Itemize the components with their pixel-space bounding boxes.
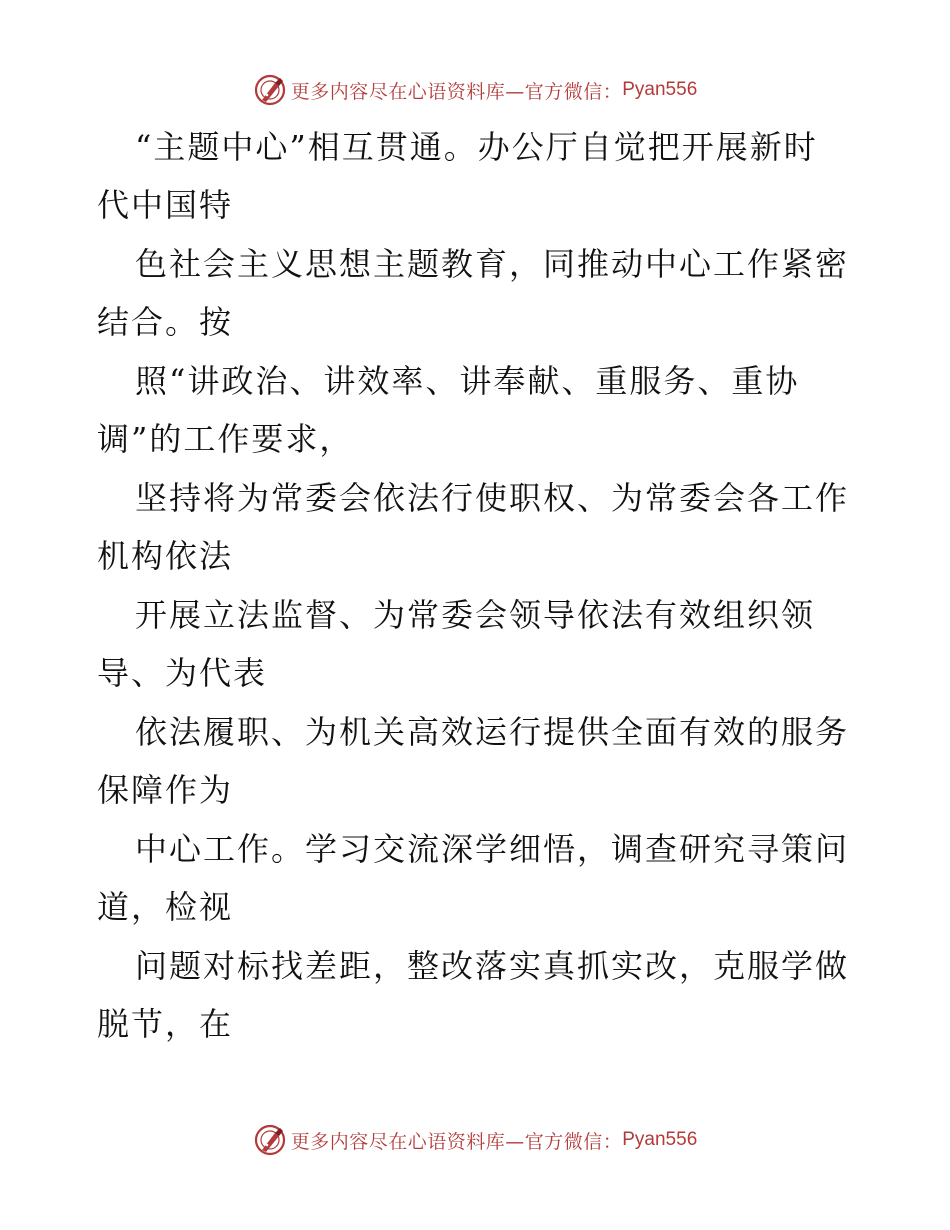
footer-banner bbox=[0, 1120, 950, 1160]
body-line: 坚持将为常委会依法行使职权、为常委会各工作 bbox=[135, 479, 850, 517]
body-line: 导、为代表 bbox=[97, 654, 268, 692]
body-line: 调”的工作要求， bbox=[97, 420, 354, 458]
body-line: 依法履职、为机关高效运行提供全面有效的服务 bbox=[135, 713, 850, 751]
body-line: 机构依法 bbox=[97, 537, 234, 575]
body-line: 中心工作。学习交流深学细悟，调查研究寻策问 bbox=[135, 830, 850, 868]
body-line: 脱节，在 bbox=[97, 1005, 234, 1043]
pen-nib-logo-icon bbox=[253, 1123, 287, 1157]
body-line: 结合。按 bbox=[97, 303, 234, 341]
banner-text: 更多内容尽在心语资料库—官方微信： bbox=[290, 80, 623, 103]
body-line: 开展立法监督、为常委会领导依法有效组织领 bbox=[135, 596, 816, 634]
body-line: 代中国特 bbox=[97, 186, 234, 224]
body-line: 保障作为 bbox=[97, 771, 234, 809]
body-line: 问题对标找差距，整改落实真抓实改，克服学做 bbox=[135, 947, 850, 985]
pen-nib-logo-icon bbox=[253, 73, 287, 107]
body-line: 色社会主义思想主题教育，同推动中心工作紧密 bbox=[135, 245, 850, 283]
body-line: 道，检视 bbox=[97, 888, 234, 926]
body-line: “主题中心”相互贯通。办公厅自觉把开展新时 bbox=[135, 128, 818, 166]
wechat-id: Pyan556 bbox=[622, 79, 698, 100]
banner-text: 更多内容尽在心语资料库—官方微信： bbox=[290, 1130, 623, 1153]
body-line: 照“讲政治、讲效率、讲奉献、重服务、重协 bbox=[135, 362, 800, 400]
header-banner bbox=[0, 70, 950, 110]
wechat-id: Pyan556 bbox=[622, 1129, 698, 1150]
